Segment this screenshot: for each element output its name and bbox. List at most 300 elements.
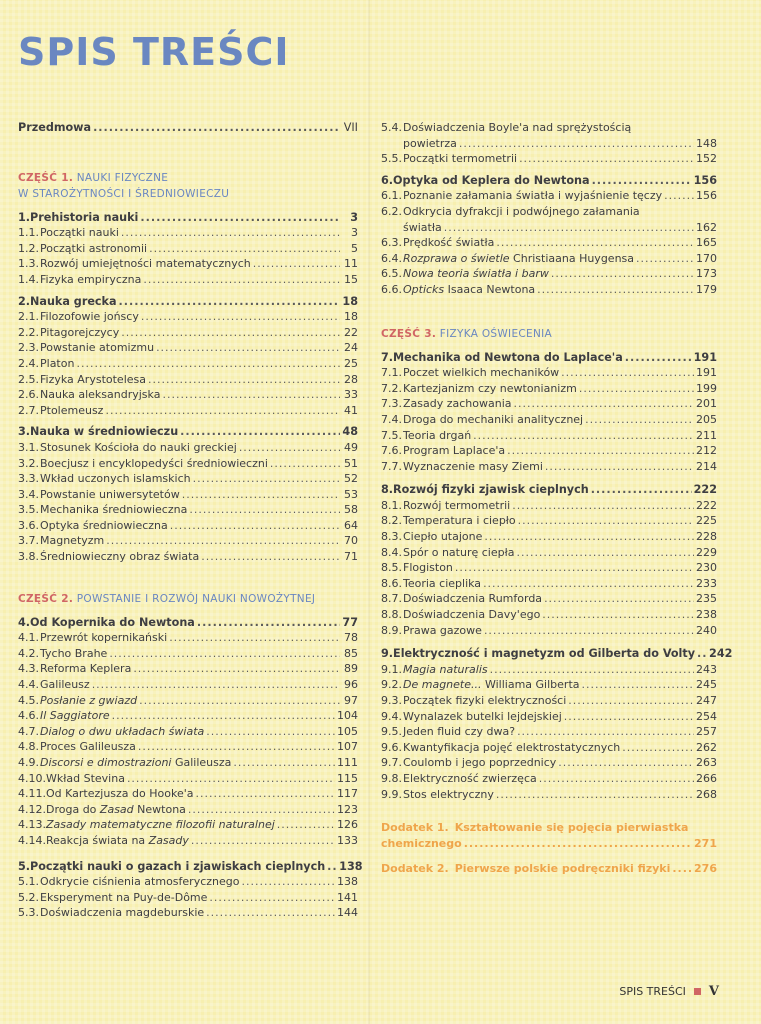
- toc-row[interactable]: [18, 630, 358, 646]
- section-title: Kartezjanizm czy newtonianizm: [403, 381, 577, 395]
- part-1-heading: [18, 170, 358, 202]
- toc-row[interactable]: [18, 387, 358, 403]
- section-number: 2.1.: [18, 310, 39, 324]
- toc-row[interactable]: [381, 443, 717, 459]
- toc-row[interactable]: [381, 787, 717, 803]
- dot-leader: [664, 188, 694, 204]
- section-title: Reakcja świata na Zasady: [46, 833, 189, 847]
- page-title: SPIS TREŚCI: [18, 30, 290, 74]
- section-title: Tycho Brahe: [40, 646, 108, 660]
- section-number: 9.6.: [381, 740, 402, 754]
- chapter-7: [381, 350, 717, 475]
- toc-row[interactable]: [381, 282, 717, 298]
- chapter-number: 9.: [381, 647, 394, 661]
- section-title: Discorsi e dimostrazioni Galileusza: [40, 756, 232, 769]
- dot-leader: [490, 662, 694, 678]
- toc-row[interactable]: [18, 403, 358, 419]
- section-page: 97: [344, 693, 358, 707]
- section-title: Elektryczność zwierzęca: [403, 771, 537, 785]
- section-number: 7.2.: [381, 381, 402, 395]
- dot-leader: [92, 677, 340, 693]
- section-number: 4.12.: [18, 802, 46, 816]
- toc-row[interactable]: [18, 693, 358, 709]
- section-number: 7.5.: [381, 428, 402, 442]
- section-page: 243: [696, 662, 717, 676]
- section-number: 8.5.: [381, 561, 402, 575]
- toc-row[interactable]: [18, 708, 358, 724]
- section-title: Początki nauki: [40, 226, 119, 240]
- toc-preface[interactable]: [18, 120, 358, 136]
- section-title: Temperatura i ciepło: [403, 514, 516, 528]
- dot-leader: [551, 266, 694, 282]
- toc-row-continued[interactable]: [381, 220, 717, 236]
- toc-row[interactable]: [18, 802, 358, 818]
- chapter-6: [381, 173, 717, 298]
- section-number: 7.3.: [381, 397, 402, 411]
- section-page: 70: [344, 534, 358, 548]
- dot-leader: [170, 518, 340, 534]
- toc-chapter-row[interactable]: [18, 294, 358, 310]
- section-page: 229: [696, 545, 717, 559]
- toc-row[interactable]: [381, 677, 717, 693]
- appendix-title-continued: chemicznego: [381, 836, 462, 850]
- toc-row[interactable]: [18, 677, 358, 693]
- toc-row[interactable]: [381, 381, 717, 397]
- section-title: Flogiston: [403, 561, 453, 575]
- dot-leader: [189, 502, 340, 518]
- toc-row[interactable]: [18, 256, 358, 272]
- dot-leader: [544, 591, 694, 607]
- section-page: 148: [696, 136, 717, 150]
- section-title: Doświadczenia Davy'ego: [403, 608, 541, 622]
- section-page: 212: [696, 444, 717, 458]
- section-number: 6.5.: [381, 267, 402, 281]
- section-title: Odkrycie ciśnienia atmosferycznego: [40, 875, 240, 889]
- part-1-title-line1: NAUKI FIZYCZNE: [76, 171, 169, 184]
- chapter-title: Elektryczność i magnetyzm od Gilberta do Volty: [393, 647, 696, 661]
- section-number: 9.7.: [381, 756, 402, 770]
- section-number: 1.3.: [18, 257, 39, 271]
- toc-row[interactable]: [381, 623, 717, 639]
- section-page: 214: [696, 459, 717, 473]
- part-1-label: CZĘŚĆ 1.: [18, 171, 74, 184]
- toc-row[interactable]: [381, 607, 717, 623]
- dot-leader: [507, 443, 694, 459]
- dot-leader: [514, 396, 694, 412]
- toc-row[interactable]: [18, 241, 358, 257]
- dot-leader: [444, 220, 694, 236]
- chapter-number: 2.: [18, 294, 31, 308]
- toc-row[interactable]: [381, 151, 717, 167]
- section-title: Posłanie z gwiazd: [40, 693, 138, 707]
- chapter-page: 156: [693, 173, 717, 187]
- footer-label: SPIS TREŚCI: [619, 985, 686, 998]
- appendix-label: Dodatek 2.: [381, 862, 449, 876]
- toc-row[interactable]: [18, 372, 358, 388]
- section-page: 107: [337, 740, 358, 754]
- section-title: Boecjusz i encyklopedyści średniowieczni: [40, 456, 268, 470]
- section-title: Zasady matematyczne filozofii naturalnej: [46, 818, 275, 832]
- chapter-page: 191: [693, 350, 717, 364]
- section-title: Doświadczenia magdeburskie: [40, 906, 205, 920]
- section-page: 199: [696, 381, 717, 395]
- toc-chapter-row[interactable]: [18, 210, 358, 226]
- toc-chapter-row[interactable]: [381, 173, 717, 189]
- section-page: 240: [696, 623, 717, 637]
- section-title: Wyznaczenie masy Ziemi: [403, 459, 543, 473]
- section-page: 96: [344, 678, 358, 692]
- toc-row[interactable]: [18, 833, 358, 849]
- toc-row[interactable]: [381, 204, 717, 220]
- section-title: Ptolemeusz: [40, 403, 104, 417]
- section-number: 4.3.: [18, 662, 39, 676]
- chapter-title: Nauka w średniowieczu: [30, 425, 179, 439]
- toc-row[interactable]: [18, 356, 358, 372]
- toc-row-continued[interactable]: [381, 136, 717, 152]
- dot-leader: [625, 350, 692, 366]
- section-number: 5.4.: [381, 121, 402, 134]
- toc-row[interactable]: [18, 739, 358, 755]
- section-page: 138: [337, 875, 358, 889]
- section-title: Wkład Stevina: [46, 771, 125, 785]
- dot-leader: [196, 786, 336, 802]
- toc-row[interactable]: [381, 545, 717, 561]
- dot-leader: [622, 740, 694, 756]
- dot-leader: [473, 428, 694, 444]
- toc-row[interactable]: [381, 709, 717, 725]
- chapter-number: 4.: [18, 615, 31, 629]
- dot-leader: [133, 661, 340, 677]
- section-number: 5.5.: [381, 152, 402, 166]
- section-title: Wkład uczonych islamskich: [40, 472, 191, 486]
- toc-row[interactable]: [381, 188, 717, 204]
- toc-row[interactable]: [381, 365, 717, 381]
- toc-row[interactable]: [18, 755, 358, 771]
- dot-leader: [149, 241, 340, 257]
- toc-row[interactable]: [18, 724, 358, 740]
- dot-leader: [143, 272, 340, 288]
- section-page: 254: [696, 709, 717, 723]
- section-number: 3.6.: [18, 518, 39, 532]
- dot-leader: [564, 709, 694, 725]
- section-number: 2.5.: [18, 372, 39, 386]
- part-3-heading: [381, 326, 717, 342]
- toc-row[interactable]: [18, 225, 358, 241]
- section-title: Il Saggiatore: [40, 709, 110, 723]
- section-number: 4.10.: [18, 771, 46, 785]
- toc-row[interactable]: [18, 905, 358, 921]
- dot-leader: [484, 623, 694, 639]
- section-number: 3.5.: [18, 503, 39, 517]
- dot-leader: [127, 771, 335, 787]
- section-number: 8.2.: [381, 514, 402, 528]
- section-number: 7.7.: [381, 459, 402, 473]
- dot-leader: [591, 482, 692, 498]
- dot-leader: [209, 890, 335, 906]
- toc-row[interactable]: [381, 396, 717, 412]
- toc-row[interactable]: [18, 487, 358, 503]
- section-page: 165: [696, 236, 717, 250]
- chapter-number: 5.: [18, 859, 31, 873]
- dot-leader: [327, 859, 337, 875]
- toc-row[interactable]: [381, 459, 717, 475]
- section-page: 230: [696, 561, 717, 575]
- chapter-page: 138: [339, 859, 363, 873]
- section-page: 64: [344, 518, 358, 532]
- toc-row[interactable]: [18, 325, 358, 341]
- dot-leader: [697, 646, 707, 662]
- section-title: Przewrót kopernikański: [40, 631, 168, 645]
- section-number: 2.4.: [18, 356, 39, 370]
- toc-row[interactable]: [18, 874, 358, 890]
- toc-row[interactable]: [18, 340, 358, 356]
- dot-leader: [519, 151, 694, 167]
- toc-row[interactable]: [381, 755, 717, 771]
- toc-row[interactable]: [381, 662, 717, 678]
- section-title: Fizyka empiryczna: [40, 272, 142, 286]
- toc-row[interactable]: [18, 309, 358, 325]
- toc-row[interactable]: [381, 251, 717, 267]
- section-number: 9.1.: [381, 662, 402, 676]
- toc-row[interactable]: [18, 890, 358, 906]
- section-page: 24: [344, 341, 358, 355]
- toc-row[interactable]: [18, 646, 358, 662]
- section-page: 22: [344, 325, 358, 339]
- section-page: 191: [696, 366, 717, 380]
- section-page: 266: [696, 771, 717, 785]
- toc-row[interactable]: [381, 529, 717, 545]
- dot-leader: [516, 545, 694, 561]
- dot-leader: [558, 755, 694, 771]
- section-number: 7.1.: [381, 366, 402, 380]
- toc-row[interactable]: [18, 533, 358, 549]
- section-page: 18: [344, 310, 358, 324]
- section-number: 4.13.: [18, 818, 46, 832]
- toc-chapter-row[interactable]: [18, 424, 358, 440]
- toc-right-column: [381, 120, 733, 877]
- dot-leader: [459, 136, 694, 152]
- section-title: Magnetyzm: [40, 534, 105, 548]
- toc-chapter-row[interactable]: [18, 859, 363, 875]
- chapter-title: Rozwój fizyki zjawisk cieplnych: [393, 483, 589, 497]
- toc-chapter-row[interactable]: [18, 615, 358, 631]
- toc-row[interactable]: [381, 266, 717, 282]
- section-number: 9.4.: [381, 709, 402, 723]
- dot-leader: [518, 513, 694, 529]
- dot-leader: [239, 440, 340, 456]
- toc-chapter-row[interactable]: [381, 482, 717, 498]
- dot-leader: [253, 256, 340, 272]
- dot-leader: [121, 325, 340, 341]
- toc-chapter-row[interactable]: [381, 350, 717, 366]
- section-number: 4.1.: [18, 631, 39, 645]
- section-page: 58: [344, 503, 358, 517]
- section-title: Początek fizyki elektryczności: [403, 694, 567, 707]
- section-number: 9.9.: [381, 787, 402, 801]
- section-page: 111: [337, 756, 358, 769]
- toc-appendix-row-continued[interactable]: [381, 836, 717, 852]
- section-number: 3.8.: [18, 550, 39, 564]
- toc-row[interactable]: [18, 440, 358, 456]
- toc-row[interactable]: [381, 498, 717, 514]
- section-page: 11: [344, 257, 358, 271]
- chapter-page: 3: [350, 210, 358, 224]
- section-page: 144: [337, 906, 358, 920]
- section-title: Pitagorejczycy: [40, 325, 120, 339]
- toc-row[interactable]: [381, 120, 717, 136]
- section-title: Stos elektryczny: [403, 787, 494, 801]
- section-title: Prawa gazowe: [403, 623, 482, 637]
- chapter-5: [18, 859, 363, 921]
- section-page: 3: [351, 226, 358, 240]
- section-number: 8.3.: [381, 530, 402, 544]
- chapter-title: Nauka grecka: [30, 294, 117, 308]
- chapter-8: [381, 482, 717, 638]
- dot-leader: [496, 787, 694, 803]
- dot-leader: [119, 294, 340, 310]
- section-number: 4.8.: [18, 740, 39, 754]
- section-page: 25: [344, 356, 358, 370]
- toc-left-column: [18, 120, 363, 927]
- toc-row[interactable]: [18, 471, 358, 487]
- toc-row[interactable]: [381, 740, 717, 756]
- toc-row[interactable]: [381, 724, 717, 740]
- toc-row[interactable]: [381, 576, 717, 592]
- section-number: 8.4.: [381, 545, 402, 559]
- appendix-title: Pierwsze polskie podręczniki fizyki: [454, 862, 671, 876]
- section-title: Droga do Zasad Newtona: [46, 802, 186, 816]
- toc-preface-page: VII: [343, 121, 358, 134]
- section-page: 170: [696, 251, 717, 265]
- appendix-label: Dodatek 1.: [381, 821, 449, 835]
- section-number: 8.6.: [381, 576, 402, 590]
- section-title: Platon: [40, 356, 75, 370]
- section-number: 4.6.: [18, 709, 39, 723]
- section-page: 33: [344, 388, 358, 402]
- dot-leader: [139, 693, 340, 709]
- section-number: 4.14.: [18, 833, 46, 847]
- dot-leader: [241, 874, 335, 890]
- chapter-number: 3.: [18, 425, 31, 439]
- section-page: 156: [696, 189, 717, 203]
- dot-leader: [206, 905, 335, 921]
- section-title: Magia naturalis: [403, 662, 488, 676]
- toc-row[interactable]: [381, 771, 717, 787]
- dot-leader: [464, 836, 692, 852]
- section-title: Początki astronomii: [40, 241, 148, 255]
- section-title: Jeden fluid czy dwa?: [403, 725, 516, 739]
- section-title-continued: powietrza: [403, 136, 457, 150]
- dot-leader: [512, 498, 694, 514]
- toc-chapter-row[interactable]: [381, 646, 733, 662]
- dot-leader: [140, 210, 340, 226]
- section-page: 133: [337, 833, 358, 847]
- section-title: Rozwój umiejętności matematycznych: [40, 257, 251, 271]
- toc-row[interactable]: [381, 591, 717, 607]
- section-number: 3.1.: [18, 440, 39, 454]
- section-page: 126: [337, 818, 358, 832]
- section-title: Teoria cieplika: [403, 576, 482, 590]
- dot-leader: [105, 403, 340, 419]
- section-title: Rozwój termometrii: [403, 498, 511, 512]
- dot-leader: [592, 173, 692, 189]
- section-title: Prędkość światła: [403, 236, 495, 250]
- toc-row[interactable]: [381, 560, 717, 576]
- part-2-label: CZĘŚĆ 2.: [18, 592, 74, 605]
- chapter-title: Od Kopernika do Newtona: [30, 615, 195, 629]
- dot-leader: [672, 861, 692, 877]
- dot-leader: [483, 576, 694, 592]
- toc-row[interactable]: [18, 456, 358, 472]
- toc-row[interactable]: [381, 428, 717, 444]
- toc-row[interactable]: [18, 771, 358, 787]
- section-page: 105: [337, 724, 358, 738]
- footer-page-number: V: [708, 984, 719, 999]
- toc-row[interactable]: [18, 549, 358, 565]
- section-number: 5.1.: [18, 875, 39, 889]
- section-page: 141: [337, 890, 358, 904]
- section-title: Od Kartezjusza do Hooke'a: [46, 787, 194, 801]
- toc-appendix-row[interactable]: [381, 861, 717, 877]
- toc-row[interactable]: [18, 518, 358, 534]
- dot-leader: [121, 225, 340, 241]
- dot-leader: [169, 630, 340, 646]
- section-page: 117: [337, 787, 358, 801]
- appendix-title: Kształtowanie się pojęcia pierwiastka: [454, 821, 689, 835]
- chapter-page: 18: [342, 294, 358, 308]
- section-page: 225: [696, 514, 717, 528]
- section-number: 8.1.: [381, 498, 402, 512]
- section-number: 1.2.: [18, 241, 39, 255]
- section-number: 6.3.: [381, 236, 402, 250]
- section-number: 2.2.: [18, 325, 39, 339]
- dot-leader: [138, 739, 335, 755]
- dot-leader: [545, 459, 694, 475]
- section-page: 51: [344, 456, 358, 470]
- section-title: Poczet wielkich mechaników: [403, 366, 560, 380]
- section-title: Opticks Isaaca Newtona: [403, 282, 536, 296]
- section-title: Galileusz: [40, 678, 90, 692]
- toc-row[interactable]: [381, 412, 717, 428]
- section-page: 268: [696, 787, 717, 801]
- toc-row[interactable]: [381, 235, 717, 251]
- section-number: 4.7.: [18, 724, 39, 738]
- dot-leader: [148, 372, 340, 388]
- section-title: Dialog o dwu układach świata: [40, 724, 205, 738]
- toc-row[interactable]: [381, 513, 717, 529]
- appendix-page: 276: [694, 862, 717, 876]
- dot-leader: [277, 817, 335, 833]
- chapter-5-continued: [381, 120, 717, 167]
- toc-row[interactable]: [18, 272, 358, 288]
- toc-appendix-row[interactable]: [381, 820, 717, 836]
- toc-row[interactable]: [18, 502, 358, 518]
- dot-leader: [585, 412, 694, 428]
- appendix-2: [381, 861, 717, 877]
- toc-row[interactable]: [381, 693, 717, 709]
- dot-leader: [561, 365, 694, 381]
- section-page: 222: [696, 498, 717, 512]
- section-page: 162: [696, 220, 717, 234]
- section-page: 41: [344, 403, 358, 417]
- toc-row[interactable]: [18, 786, 358, 802]
- section-title: Droga do mechaniki analitycznej: [403, 412, 584, 426]
- toc-row[interactable]: [18, 661, 358, 677]
- section-title: Mechanika średniowieczna: [40, 503, 188, 517]
- toc-row[interactable]: [18, 817, 358, 833]
- dot-leader: [201, 549, 340, 565]
- section-title: Optyka średniowieczna: [40, 518, 168, 532]
